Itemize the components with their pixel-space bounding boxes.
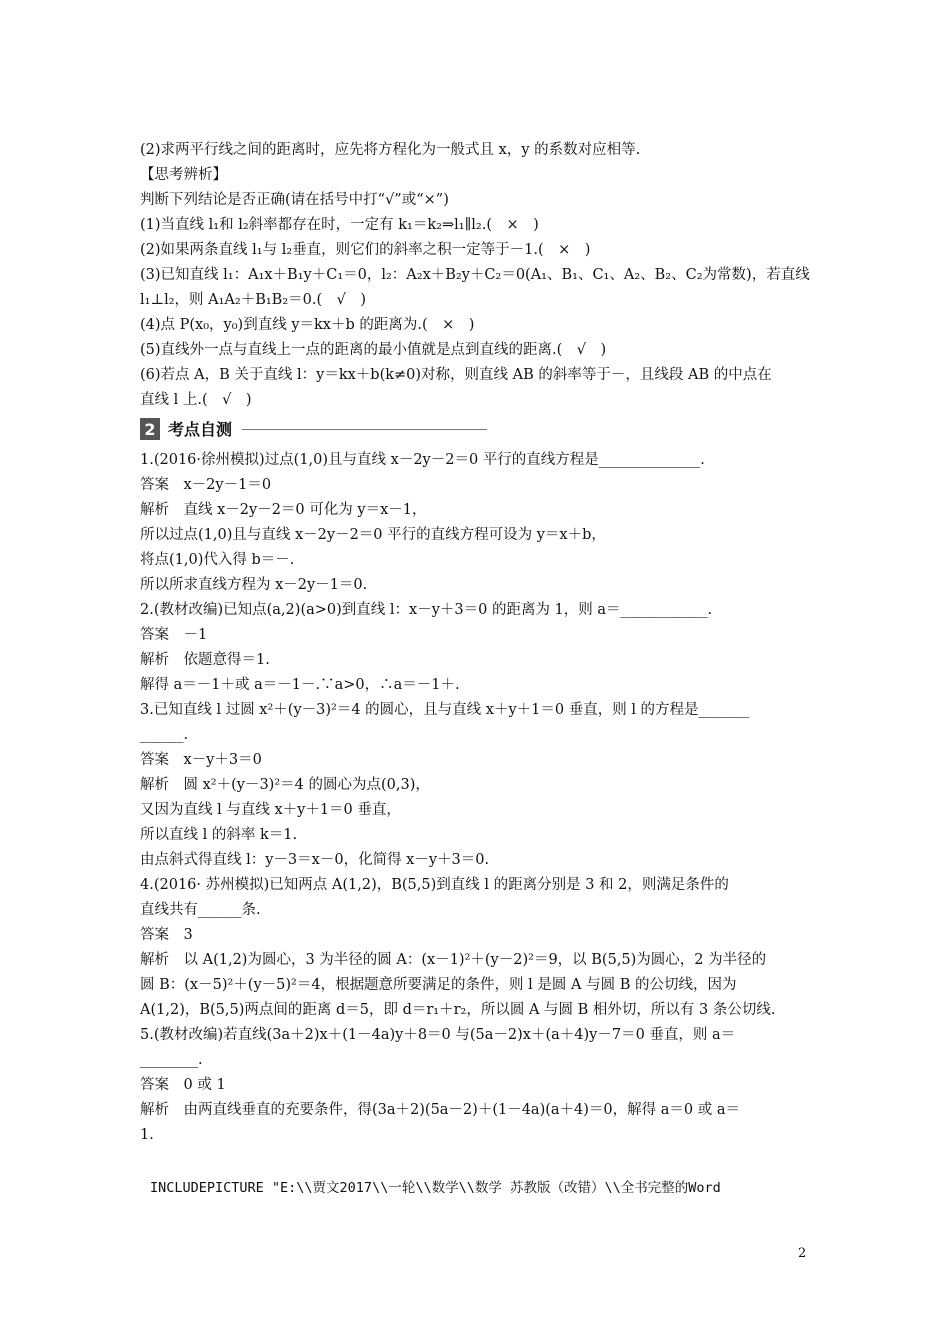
text-line: l₁⊥l₂，则 A₁A₂＋B₁B₂＝0.( √ ) — [140, 292, 367, 308]
text-line: 3.已知直线 l 过圆 x²＋(y－3)²＝4 的圆心，且与直线 x＋y＋1＝0 垂直，则 l 的方程是_______ — [140, 702, 750, 718]
document-body — [140, 138, 812, 1148]
section-title: 考点自测 — [168, 419, 233, 439]
concept-review-block — [140, 138, 812, 413]
text-line: 4.(2016· 苏州模拟)已知两点 A(1,2)，B(5,5)到直线 l 的距离分别是 3 和 2，则满足条件的 — [140, 877, 729, 893]
field-code-text: INCLUDEPICTURE "E:\\贾文2017\\一轮\\数学\\数学 苏教版（改错）\\全书完整的Word — [150, 1180, 721, 1196]
text-line: 【思考辨析】 — [140, 167, 227, 183]
section-header — [140, 416, 812, 442]
text-line: 又因为直线 l 与直线 x＋y＋1＝0 垂直， — [140, 802, 401, 818]
text-line: ______. — [140, 727, 189, 743]
text-line: 所以直线 l 的斜率 k＝1. — [140, 827, 298, 843]
section-number-badge: 2 — [140, 418, 160, 440]
text-line: (5)直线外一点与直线上一点的距离的最小值就是点到直线的距离.( √ ) — [140, 342, 607, 358]
text-line: 判断下列结论是否正确(请在括号中打“√”或“×”) — [140, 192, 449, 208]
text-line: 所以所求直线方程为 x－2y－1＝0. — [140, 577, 368, 593]
text-line: 将点(1,0)代入得 b＝－. — [140, 552, 295, 568]
text-line: (2)如果两条直线 l₁与 l₂垂直，则它们的斜率之积一定等于－1.( × ) — [140, 242, 591, 258]
text-line: 答案 3 — [140, 927, 193, 943]
text-line: 答案 x－y＋3＝0 — [140, 752, 262, 768]
section-divider — [242, 429, 487, 430]
text-line: 答案 0 或 1 — [140, 1077, 226, 1093]
text-line: 答案 x－2y－1＝0 — [140, 477, 272, 493]
text-line: 直线 l 上.( √ ) — [140, 392, 252, 408]
text-line: 2.(教材改编)已知点(a,2)(a>0)到直线 l：x－y＋3＝0 的距离为 1，则 a＝____________. — [140, 602, 713, 618]
text-line: 1. — [140, 1127, 154, 1143]
text-line: 答案 －1 — [140, 627, 208, 643]
text-line: (1)当直线 l₁和 l₂斜率都存在时，一定有 k₁＝k₂⇒l₁∥l₂.( × ) — [140, 217, 539, 233]
text-line: 解得 a＝－1＋或 a＝－1－.∵a>0，∴a＝－1＋. — [140, 677, 460, 693]
self-test-block — [140, 448, 812, 1148]
text-line: 所以过点(1,0)且与直线 x－2y－2＝0 平行的直线方程可设为 y＝x＋b， — [140, 527, 606, 543]
text-line: 5.(教材改编)若直线(3a＋2)x＋(1－4a)y＋8＝0 与(5a－2)x＋(a＋4)y－7＝0 垂直，则 a＝ — [140, 1027, 736, 1043]
text-line: (3)已知直线 l₁：A₁x＋B₁y＋C₁＝0，l₂：A₂x＋B₂y＋C₂＝0(A₁、B₁、C₁、A₂、B₂、C₂为常数)，若直线 — [140, 267, 810, 283]
text-line: 解析 由两直线垂直的充要条件，得(3a＋2)(5a－2)＋(1－4a)(a＋4)＝0，解得 a＝0 或 a＝ — [140, 1102, 740, 1118]
text-line: 解析 直线 x－2y－2＝0 可化为 y＝x－1， — [140, 502, 427, 518]
text-line: ________. — [140, 1052, 203, 1068]
text-line: 解析 以 A(1,2)为圆心，3 为半径的圆 A：(x－1)²＋(y－2)²＝9，以 B(5,5)为圆心，2 为半径的 — [140, 952, 767, 968]
text-line: 直线共有______条. — [140, 902, 261, 918]
text-line: 1.(2016·徐州模拟)过点(1,0)且与直线 x－2y－2＝0 平行的直线方程是______________. — [140, 452, 705, 468]
text-line: 解析 依题意得＝1. — [140, 652, 270, 668]
text-line: 解析 圆 x²＋(y－3)²＝4 的圆心为点(0,3)， — [140, 777, 430, 793]
text-line: (2)求两平行线之间的距离时，应先将方程化为一般式且 x，y 的系数对应相等. — [140, 142, 641, 158]
text-line: 由点斜式得直线 l：y－3＝x－0，化简得 x－y＋3＝0. — [140, 852, 490, 868]
text-line: (4)点 P(x₀，y₀)到直线 y＝kx＋b 的距离为.( × ) — [140, 317, 475, 333]
text-line: (6)若点 A，B 关于直线 l：y＝kx＋b(k≠0)对称，则直线 AB 的斜率等于－，且线段 AB 的中点在 — [140, 367, 772, 383]
text-line: 圆 B：(x－5)²＋(y－5)²＝4，根据题意所要满足的条件，则 l 是圆 A 与圆 B 的公切线，因为 — [140, 977, 737, 993]
text-line: A(1,2)，B(5,5)两点间的距离 d＝5，即 d＝r₁＋r₂，所以圆 A 与圆 B 相外切，所以有 3 条公切线. — [140, 1002, 776, 1018]
page-number: 2 — [798, 1246, 807, 1261]
